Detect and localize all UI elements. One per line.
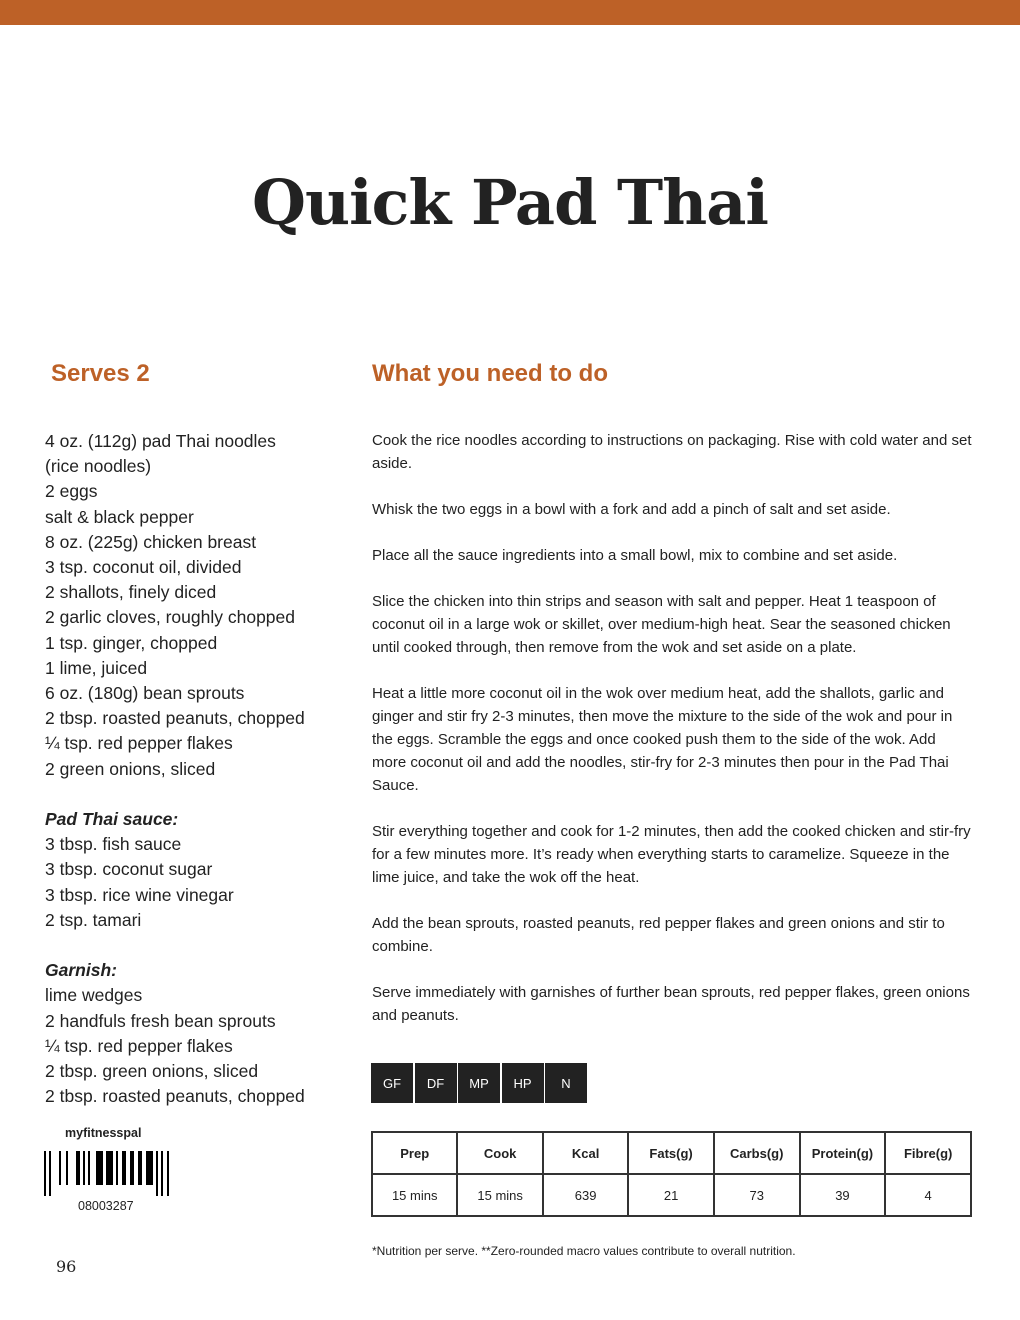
spacer [45,782,355,807]
badge-dairy-free: DF [415,1063,457,1103]
ingredient-item: 6 oz. (180g) bean sprouts [45,683,245,704]
nutrition-table [371,1131,972,1217]
value-kcal: 639 [543,1174,628,1216]
recipe-title: Quick Pad Thai [252,166,768,239]
garnish-item: 2 tbsp. roasted peanuts, chopped [45,1086,305,1107]
ingredient-item: 2 eggs [45,481,98,502]
value-fibre: 4 [885,1174,971,1216]
method-step: Cook the rice noodles according to instructions on packaging. Rise with cold water and set aside. [372,432,972,472]
ingredient-item: 2 green onions, sliced [45,758,216,779]
badge-nuts: N [545,1063,587,1103]
spacer [45,933,355,958]
sauce-item: 2 tsp. tamari [45,909,142,930]
badge-gluten-free: GF [371,1063,413,1103]
method-step: Place all the sauce ingredients into a small bowl, mix to combine and set aside. [372,547,898,564]
sauce-item: 3 tbsp. coconut sugar [45,859,213,880]
myfitnesspal-label: myfitnesspal [65,1126,142,1140]
ingredient-item: salt & black pepper [45,506,194,527]
header-fibre: Fibre(g) [885,1132,971,1174]
method-step: Add the bean sprouts, roasted peanuts, red pepper flakes and green onions and stir to combine. [372,915,945,955]
ingredient-item: 2 shallots, finely diced [45,582,217,603]
garnish-item: 2 tbsp. green onions, sliced [45,1061,259,1082]
ingredient-item: 1 lime, juiced [45,657,148,678]
header-accent-bar [0,0,1020,25]
method-step: Stir everything together and cook for 1-2 minutes, then add the cooked chicken and stir-fry for a few minutes more. It’s ready when everything starts to caramelize. Squeeze in the lime juice, and take the wok off the heat. [372,823,971,886]
header-prep: Prep [372,1132,457,1174]
ingredient-item: 2 garlic cloves, roughly chopped [45,607,296,628]
method-steps [372,429,972,1050]
header-fats: Fats(g) [628,1132,714,1174]
badge-high-protein: HP [502,1063,544,1103]
header-protein: Protein(g) [800,1132,886,1174]
value-protein: 39 [800,1174,886,1216]
garnish-subheading: Garnish: [45,960,117,981]
ingredient-item: 3 tsp. coconut oil, divided [45,557,242,578]
diet-badges [371,1063,589,1103]
badge-meal-prep: MP [458,1063,500,1103]
nutrition-header-row [372,1132,971,1174]
method-step: Serve immediately with garnishes of further bean sprouts, red pepper flakes, green onions and peanuts. [372,984,970,1024]
ingredient-item: 4 oz. (112g) pad Thai noodles [45,431,276,451]
barcode-number: 08003287 [78,1199,134,1213]
method-step: Slice the chicken into thin strips and season with salt and pepper. Heat 1 teaspoon of coconut oil in a large wok or skillet, over medium-high heat. Sear the seasoned chicken until cooked through, then remove from the wok and set aside on a plate. [372,593,951,656]
page-number: 96 [56,1257,77,1276]
ingredients-list [45,429,355,1109]
ingredient-item: 1 tsp. ginger, chopped [45,632,218,653]
header-cook: Cook [457,1132,542,1174]
value-carbs: 73 [714,1174,800,1216]
header-carbs: Carbs(g) [714,1132,800,1174]
value-cook: 15 mins [457,1174,542,1216]
sauce-item: 3 tbsp. rice wine vinegar [45,884,234,905]
method-step: Whisk the two eggs in a bowl with a fork and add a pinch of salt and set aside. [372,501,891,518]
serves-heading: Serves 2 [51,360,150,387]
garnish-item: ¼ tsp. red pepper flakes [45,1035,233,1056]
garnish-item: lime wedges [45,985,143,1006]
barcode-icon [44,1151,172,1196]
nutrition-footnote: *Nutrition per serve. **Zero-rounded macro values contribute to overall nutrition. [372,1244,796,1258]
ingredient-item: 8 oz. (225g) chicken breast [45,531,257,552]
ingredient-item: 2 tbsp. roasted peanuts, chopped [45,708,305,729]
garnish-item: 2 handfuls fresh bean sprouts [45,1010,276,1031]
ingredient-item: ¼ tsp. red pepper flakes [45,733,233,754]
sauce-subheading: Pad Thai sauce: [45,809,179,830]
header-kcal: Kcal [543,1132,628,1174]
method-heading: What you need to do [372,360,608,387]
value-prep: 15 mins [372,1174,457,1216]
sauce-item: 3 tbsp. fish sauce [45,834,182,855]
value-fats: 21 [628,1174,714,1216]
ingredient-item: (rice noodles) [45,456,152,477]
nutrition-value-row [372,1174,971,1216]
method-step: Heat a little more coconut oil in the wok over medium heat, add the shallots, garlic and ginger and stir fry 2-3 minutes, then move the mixture to the side of the wok and pour in the eggs. Scramble the eggs and once cooked push them to the side of the wok. Add more coconut oil and add the noodles, stir-fry for 2-3 minutes then pour in the Pad Thai Sauce. [372,685,953,794]
